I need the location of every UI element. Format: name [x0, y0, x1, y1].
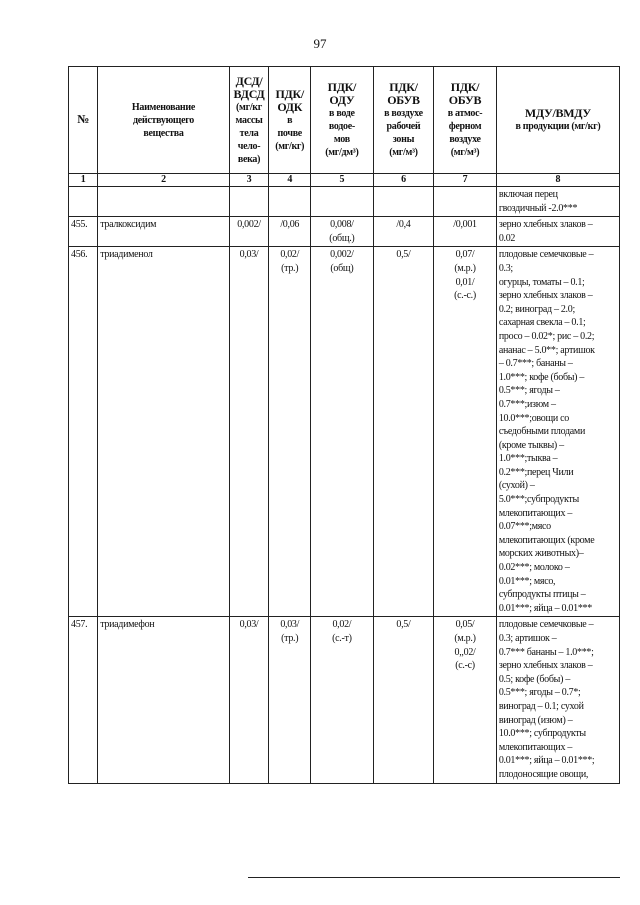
table-row-456: [69, 247, 620, 617]
column-number: 1: [69, 174, 98, 187]
pdk-air-value: [434, 187, 497, 217]
dsd-value: [229, 187, 269, 217]
header-mdu: МДУ/ВМДУ в продукции (мг/кг): [496, 67, 619, 174]
dsd-value: 0,03/: [229, 617, 269, 783]
table-header-row: [69, 67, 620, 174]
header-pdk-atmosphere: ПДК/ ОБУВ в атмос- ферном воздухе (мг/м³): [434, 67, 497, 174]
column-number: 2: [98, 174, 229, 187]
pdk-air-value: 0,05/ (м.р.) 0,,02/ (с.-с): [434, 617, 497, 783]
mdu-value: плодовые семечковые – 0.3; огурцы, томаты – 0.1; зерно хлебных злаков – 0.2; виноград – 2.0; сахарная свекла – 0.1; просо – 0.02*; рис – 0.2; ананас – 5.0**; артишок – 0.7***; бананы – 1.0***; кофе (бобы) – 0.5***; ягоды – 0.7***;изюм – 10.0***;овощи со съедобными плодами (кроме тыквы) – 1.0***;тыква – 0.2***;перец Чили (сухой) – 5.0***;субпродукты млекопитающих – 0.07***;мясо млекопитающих (кроме морских животных)– 0.02***; молоко – 0.01***; мясо, субпродукты птицы – 0.01***; яйца – 0.01***: [496, 247, 619, 617]
pdk-air-value: 0,07/ (м.р.) 0,01/ (с.-с.): [434, 247, 497, 617]
column-number: 4: [269, 174, 311, 187]
column-number: 8: [496, 174, 619, 187]
header-pdk-soil: ПДК/ ОДК в почве (мг/кг): [269, 67, 311, 174]
table-row-457: [69, 617, 620, 783]
pdk-water-value: 0,008/ (общ.): [311, 217, 374, 247]
pdk-water-value: 0,02/ (с.-т): [311, 617, 374, 783]
pdk-water-value: 0,002/ (общ): [311, 247, 374, 617]
table-row-455: [69, 217, 620, 247]
pdk-water-value: [311, 187, 374, 217]
pdk-air-value: /0,001: [434, 217, 497, 247]
row-number: [69, 187, 98, 217]
mdu-value: включая перец гвоздичный -2.0***: [496, 187, 619, 217]
mdu-value: плодовые семечковые – 0.3; артишок – 0.7*** бананы – 1.0***; зерно хлебных злаков – 0.5; кофе (бобы) – 0.5***; ягоды – 0.7*; виноград – 0.1; сухой виноград (изюм) – 10.0***; субпродукты млекопитающих – 0.01***; яйца – 0.01***; плодоносящие овощи,: [496, 617, 619, 783]
column-number-row: [69, 174, 620, 187]
pdk-work-value: /0,4: [373, 217, 434, 247]
header-pdk-water: ПДК/ ОДУ в воде водое- мов (мг/дм³): [311, 67, 374, 174]
pdk-soil-value: [269, 187, 311, 217]
pdk-work-value: [373, 187, 434, 217]
row-number: 457.: [69, 617, 98, 783]
hygiene-standards-table: [68, 66, 620, 784]
row-number: 455.: [69, 217, 98, 247]
substance-name: триадименол: [98, 247, 229, 617]
header-dsd: ДСД/ ВДСД (мг/кг массы тела чело- века): [229, 67, 269, 174]
mdu-value: зерно хлебных злаков – 0.02: [496, 217, 619, 247]
column-number: 6: [373, 174, 434, 187]
column-number: 5: [311, 174, 374, 187]
substance-name: тралкоксидим: [98, 217, 229, 247]
page-number: 97: [313, 36, 327, 51]
dsd-value: 0,03/: [229, 247, 269, 617]
dsd-value: 0,002/: [229, 217, 269, 247]
pdk-soil-value: 0,03/ (тр.): [269, 617, 311, 783]
substance-name: [98, 187, 229, 217]
pdk-soil-value: 0,02/ (тр.): [269, 247, 311, 617]
pdk-work-value: 0,5/: [373, 617, 434, 783]
table-row-continuation: [69, 187, 620, 217]
column-number: 3: [229, 174, 269, 187]
row-number: 456.: [69, 247, 98, 617]
header-substance-name: Наименование действующего вещества: [98, 67, 229, 174]
substance-name: триадимефон: [98, 617, 229, 783]
page-bottom-rule: [248, 877, 620, 878]
header-pdk-work-zone: ПДК/ ОБУВ в воздухе рабочей зоны (мг/м³): [373, 67, 434, 174]
pdk-work-value: 0,5/: [373, 247, 434, 617]
header-no: №: [69, 67, 98, 174]
pdk-soil-value: /0,06: [269, 217, 311, 247]
column-number: 7: [434, 174, 497, 187]
